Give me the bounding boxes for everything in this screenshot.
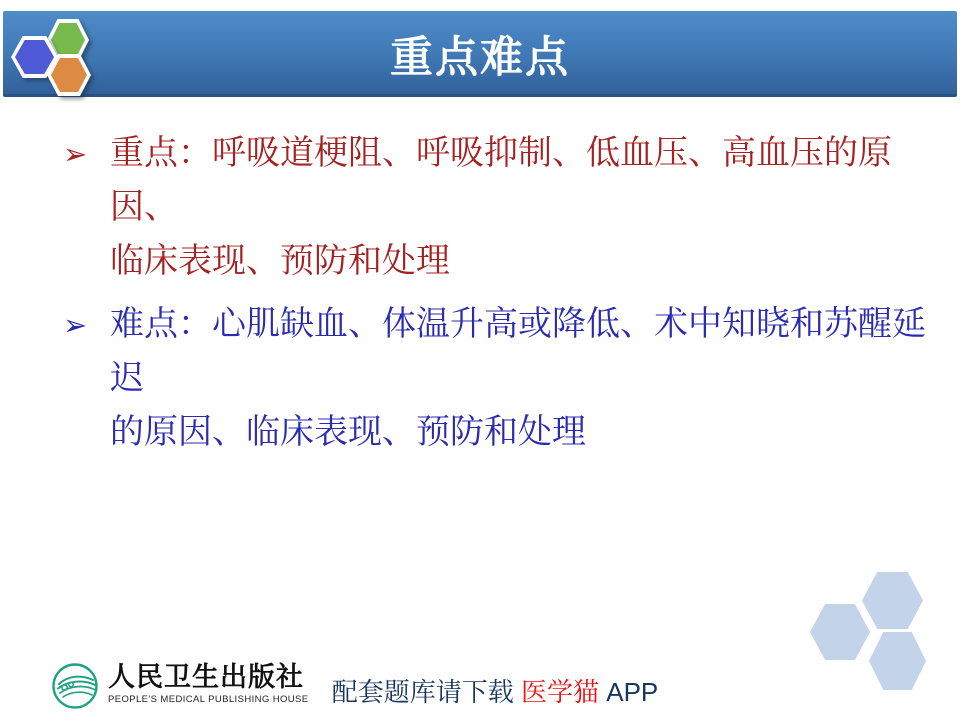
- arrow-bullet-icon: ➢: [63, 308, 88, 342]
- hexagon-lightblue-icon: [862, 572, 923, 629]
- header-bar: [3, 11, 957, 97]
- publisher-name-cn: 人民卫生出版社: [108, 662, 304, 692]
- bullet-line: 的原因、临床表现、预防和处理: [110, 414, 586, 451]
- bullet-line: 难点：心肌缺血、体温升高或降低、术中知晓和苏醒延迟: [110, 306, 926, 397]
- slide-body: [63, 127, 943, 469]
- hexagon-orange-icon: [47, 54, 91, 96]
- hexagon-lightblue-icon: [869, 632, 926, 690]
- app-name: 医学猫: [520, 677, 599, 707]
- hexagon-lightblue-icon: [810, 604, 870, 660]
- bullet-line: 重点：呼吸道梗阻、呼吸抑制、低血压、高血压的原因、: [110, 135, 892, 226]
- bullet-item-key-points: [63, 127, 943, 289]
- arrow-bullet-icon: ➢: [63, 137, 88, 171]
- download-suffix: APP: [599, 677, 659, 707]
- bullet-line: 临床表现、预防和处理: [110, 243, 450, 280]
- page-title: 重点难点: [390, 33, 570, 82]
- publisher-name-en: PEOPLE'S MEDICAL PUBLISHING HOUSE: [108, 694, 309, 705]
- publisher-logo: [51, 662, 309, 710]
- pmph-circle-wing-icon: [51, 662, 99, 710]
- bullet-item-difficult-points: [63, 298, 943, 460]
- bullet-text: [110, 127, 943, 289]
- bullet-text: [110, 298, 943, 460]
- footer-download-text: [332, 672, 659, 709]
- download-prefix: 配套题库请下载: [331, 677, 521, 707]
